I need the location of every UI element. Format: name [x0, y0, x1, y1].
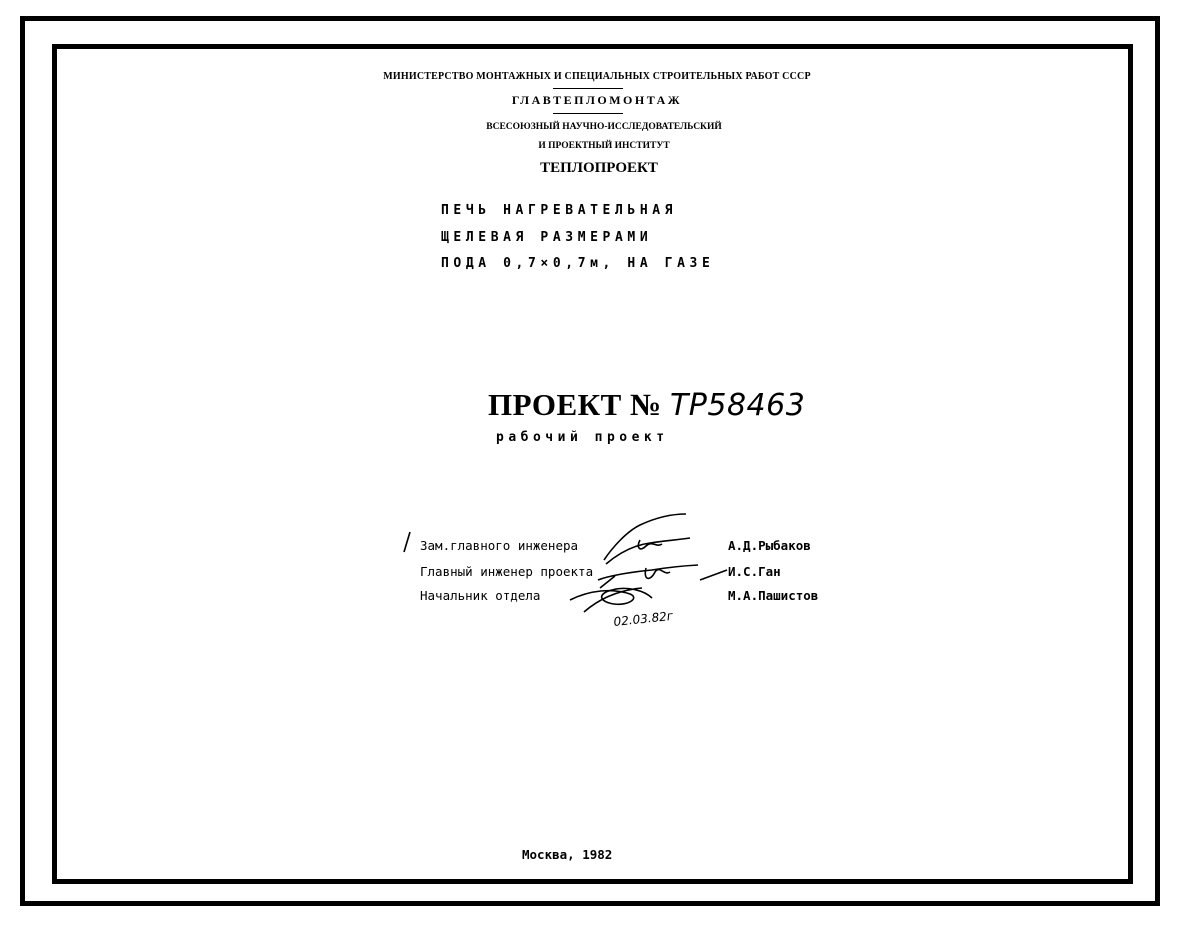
title-line-2: ЩЕЛЕВАЯ РАЗМЕРАМИ	[441, 230, 653, 245]
glavk-name: ГЛАВТЕПЛОМОНТАЖ	[511, 93, 683, 107]
signatory-name-2: И.С.Ган	[728, 564, 781, 579]
signatory-name-1: А.Д.Рыбаков	[728, 538, 811, 553]
signatory-name-3: М.А.Пашистов	[728, 588, 819, 603]
signatory-position-3: Начальник отдела	[420, 588, 541, 603]
title-line-3: ПОДА 0,7×0,7м, НА ГАЗЕ	[441, 256, 715, 271]
project-number: ТР58463	[669, 388, 806, 423]
signatory-position-1: Зам.главного инженера	[420, 538, 579, 553]
signature-1	[604, 514, 690, 564]
city-year: Москва, 1982	[522, 847, 613, 862]
project-label: ПРОЕКТ №	[488, 387, 662, 422]
tick-mark	[404, 532, 410, 552]
institute-name: ТЕПЛОПРОЕКТ	[540, 160, 658, 176]
signature-3	[570, 588, 652, 612]
project-stage: рабочий проект	[496, 430, 669, 445]
signature-2	[598, 565, 727, 588]
institute-line-2: И ПРОЕКТНЫЙ ИНСТИТУТ	[538, 141, 670, 151]
signatory-position-2: Главный инженер проекта	[420, 564, 594, 579]
title-line-1: ПЕЧЬ НАГРЕВАТЕЛЬНАЯ	[441, 203, 678, 218]
signature-date: 02.03.82г	[612, 608, 674, 629]
ministry-line: МИНИСТЕРСТВО МОНТАЖНЫХ И СПЕЦИАЛЬНЫХ СТРОИТЕЛЬНЫХ РАБОТ СССР	[383, 71, 811, 82]
institute-line-1: ВСЕСОЮЗНЫЙ НАУЧНО-ИССЛЕДОВАТЕЛЬСКИЙ	[486, 122, 722, 132]
